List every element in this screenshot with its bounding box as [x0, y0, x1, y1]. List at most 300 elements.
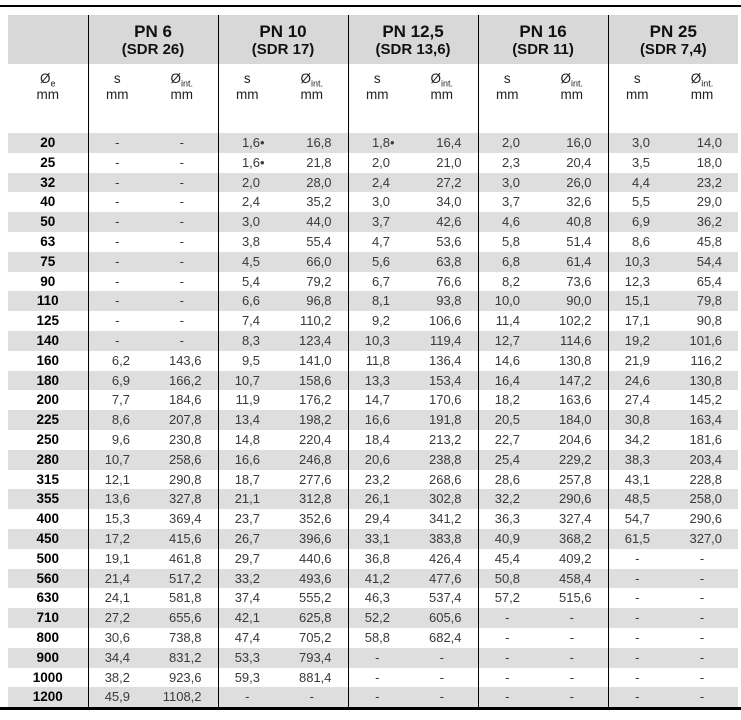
cell-s: - [608, 549, 666, 569]
cell-int: 116,2 [690, 352, 723, 368]
cell-s: 45,4 [478, 549, 536, 569]
cell-int: 368,2 [536, 529, 608, 549]
cell-int: 352,6 [298, 511, 332, 527]
cell-int: 141,0 [298, 352, 332, 368]
cell-s: 34,2 [608, 430, 666, 450]
cell-s: - [608, 668, 666, 688]
cell-int: 45,8 [696, 233, 723, 249]
cell-s: - [88, 331, 146, 351]
cell-int: 123,4 [276, 331, 348, 351]
cell-s: 14,8 [218, 430, 276, 450]
table-row [8, 588, 738, 608]
table-row [8, 371, 738, 391]
col-header-s: s mm [88, 64, 146, 133]
cell-s: 3,5 [608, 153, 666, 173]
cell-s: - [218, 687, 276, 707]
col-header-s: s mm [348, 64, 406, 133]
cell-s: 11,9 [218, 390, 276, 410]
cell-s: - [348, 668, 406, 688]
cell-s: 22,7 [478, 430, 536, 450]
group-header-pn16 [478, 15, 608, 64]
table-row [8, 173, 738, 193]
row-axis-header: $Ø_e$ mm [8, 64, 88, 133]
row-label: 50 [8, 212, 88, 232]
cell-s: 25,4 [478, 450, 536, 470]
cell-int: 383,8 [406, 529, 478, 549]
cell-int: 220,4 [298, 431, 332, 447]
cell-s: 20,5 [478, 410, 536, 430]
cell-int: 327,8 [146, 489, 218, 509]
cell-s: 7,7 [88, 390, 146, 410]
cell-s: 12,3 [608, 272, 666, 292]
cell-s: 19,1 [88, 549, 146, 569]
cell-int: 76,6 [436, 273, 462, 289]
cell-s: - [608, 648, 666, 668]
table-row [8, 648, 738, 668]
cell-s: 16,6 [348, 410, 406, 430]
cell-s: - [608, 628, 666, 648]
pn-label: PN 6 [134, 21, 172, 41]
table-row [8, 153, 738, 173]
cell-int: 42,6 [406, 212, 478, 232]
cell-s: 4,6 [478, 212, 536, 232]
cell-int: 145,2 [689, 392, 723, 408]
row-label: 280 [8, 450, 88, 470]
cell-int: 158,6 [276, 371, 348, 391]
pn-label: PN 12,5 [382, 21, 444, 41]
cell-int: 136,4 [428, 352, 462, 368]
cell-int: 55,4 [306, 233, 332, 249]
cell-s: - [608, 569, 666, 589]
cell-s: 2,4 [348, 173, 406, 193]
cell-int: - [179, 154, 184, 170]
cell-s: 26,7 [218, 529, 276, 549]
cell-s: 40,9 [478, 529, 536, 549]
cell-int: 409,2 [558, 550, 592, 566]
cell-int: 90,0 [536, 291, 608, 311]
cell-s: 16,4 [478, 371, 536, 391]
row-label: 40 [40, 194, 56, 210]
cell-int: 655,6 [146, 608, 218, 628]
cell-s: 45,9 [88, 687, 146, 707]
row-label: 710 [8, 608, 88, 628]
cell-s: 9,2 [348, 311, 406, 331]
col-header-s: s mm [478, 64, 536, 133]
row-label: 250 [36, 431, 60, 447]
cell-s: 48,5 [608, 489, 666, 509]
cell-s: - [88, 212, 146, 232]
cell-int: - [146, 331, 218, 351]
cell-int: 32,6 [566, 194, 592, 210]
cell-s: 18,7 [218, 470, 276, 490]
cell-int: 176,2 [298, 392, 332, 408]
table-row [8, 628, 738, 648]
cell-s: 21,9 [608, 351, 666, 371]
cell-int: 440,6 [298, 550, 332, 566]
cell-int: 204,6 [558, 431, 592, 447]
cell-s: 26,1 [348, 489, 406, 509]
cell-int: 881,4 [298, 669, 332, 685]
cell-int: - [179, 233, 184, 249]
cell-s: 11,8 [348, 351, 406, 371]
cell-int: - [699, 590, 705, 606]
row-label: 200 [36, 392, 60, 408]
cell-int: - [179, 313, 184, 329]
pn-label: PN 25 [649, 21, 697, 41]
cell-int: - [406, 687, 478, 707]
cell-s: 5,6 [348, 252, 406, 272]
cell-int: 163,4 [666, 410, 738, 430]
cell-int: 705,2 [298, 629, 332, 645]
cell-s: 8,1 [348, 291, 406, 311]
cell-int: 396,6 [276, 529, 348, 549]
cell-s: 6,6 [218, 291, 276, 311]
cell-int: - [146, 291, 218, 311]
cell-s: 3,0 [478, 173, 536, 193]
table-row [8, 410, 738, 430]
cell-int: - [146, 252, 218, 272]
cell-s: 6,8 [478, 252, 536, 272]
cell-s: 17,2 [88, 529, 146, 549]
cell-s: 8,6 [608, 232, 666, 252]
sub-header-row [8, 64, 738, 133]
cell-int: - [146, 212, 218, 232]
cell-s: 3,7 [348, 212, 406, 232]
cell-int: 16,4 [406, 133, 478, 153]
cell-int: 203,4 [666, 450, 738, 470]
cell-s: 30,6 [88, 628, 146, 648]
cell-s: - [608, 687, 666, 707]
cell-s: 8,6 [88, 410, 146, 430]
cell-s: 14,7 [348, 390, 406, 410]
cell-int: 65,4 [696, 273, 723, 289]
cell-int: 20,4 [566, 154, 592, 170]
table-row [8, 430, 738, 450]
cell-s: - [88, 291, 146, 311]
pipe-dimensions-table [8, 15, 738, 707]
cell-s: 2,0 [218, 173, 276, 193]
cell-s: 37,4 [218, 588, 276, 608]
cell-int: 228,8 [689, 471, 723, 487]
cell-int: 79,2 [306, 273, 332, 289]
cell-int: 246,8 [276, 450, 348, 470]
cell-int: 21,0 [436, 154, 462, 170]
cell-s: 6,9 [608, 212, 666, 232]
cell-s: 58,8 [348, 628, 406, 648]
cell-int: 258,0 [666, 489, 738, 509]
cell-int: - [699, 629, 705, 645]
cell-int: 28,0 [276, 173, 348, 193]
cell-int: 230,8 [168, 431, 202, 447]
row-label: 160 [36, 352, 60, 368]
row-label: 355 [8, 489, 88, 509]
cell-s: 3,0 [608, 133, 666, 153]
table-row [8, 351, 738, 371]
cell-int: 14,0 [666, 133, 738, 153]
cell-int: 257,8 [558, 471, 592, 487]
cell-s: - [88, 173, 146, 193]
table-row [8, 311, 738, 331]
table-row [8, 569, 738, 589]
cell-int: 26,0 [536, 173, 608, 193]
cell-int: 1108,2 [146, 687, 218, 707]
cell-int: 93,8 [406, 291, 478, 311]
cell-s: - [88, 311, 146, 331]
cell-int: 290,6 [689, 511, 723, 527]
cell-int: 258,6 [146, 450, 218, 470]
row-label: 180 [8, 371, 88, 391]
cell-int: 34,0 [436, 194, 462, 210]
row-label: 900 [8, 648, 88, 668]
cell-int: 51,4 [566, 233, 592, 249]
table-row [8, 450, 738, 470]
cell-s: 20,6 [348, 450, 406, 470]
cell-int: 23,2 [666, 173, 738, 193]
cell-s: 18,4 [348, 430, 406, 450]
cell-int: 184,0 [536, 410, 608, 430]
group-header-pn10 [218, 15, 348, 64]
cell-s: 41,2 [348, 569, 406, 589]
cell-int: 458,4 [536, 569, 608, 589]
cell-s: 6,7 [348, 272, 406, 292]
cell-s: 11,4 [478, 311, 536, 331]
cell-int: 461,8 [168, 550, 202, 566]
cell-s: - [608, 588, 666, 608]
row-label: 500 [36, 550, 60, 566]
cell-s: 23,2 [348, 470, 406, 490]
cell-int: 53,6 [436, 233, 462, 249]
cell-int: 517,2 [146, 569, 218, 589]
row-label: 400 [36, 511, 60, 527]
cell-int: - [569, 669, 574, 685]
cell-s: 34,4 [88, 648, 146, 668]
row-label: 75 [8, 252, 88, 272]
cell-int: 101,6 [666, 331, 738, 351]
cell-s: - [608, 608, 666, 628]
cell-s: - [348, 687, 406, 707]
cell-int: 229,2 [536, 450, 608, 470]
cell-int: - [276, 687, 348, 707]
cell-int: - [666, 687, 738, 707]
table-row [8, 390, 738, 410]
cell-int: 682,4 [428, 629, 462, 645]
cell-int: 290,6 [536, 489, 608, 509]
cell-int: - [536, 608, 608, 628]
cell-int: 90,8 [696, 313, 723, 329]
bottom-rule [0, 707, 741, 710]
cell-int: 18,0 [696, 154, 723, 170]
cell-s: - [88, 232, 146, 252]
cell-s: 18,2 [478, 390, 536, 410]
cell-s: 16,6 [218, 450, 276, 470]
cell-s: 10,7 [88, 450, 146, 470]
cell-s: 9,5 [218, 351, 276, 371]
row-label: 32 [8, 173, 88, 193]
cell-s: - [88, 153, 146, 173]
cell-int: 27,2 [406, 173, 478, 193]
cell-s: 36,3 [478, 509, 536, 529]
row-label: 90 [40, 273, 56, 289]
row-label: 140 [8, 331, 88, 351]
cell-int: 66,0 [276, 252, 348, 272]
cell-int: 793,4 [276, 648, 348, 668]
cell-s: 47,4 [218, 628, 276, 648]
cell-int: 477,6 [406, 569, 478, 589]
table-body [8, 133, 738, 707]
cell-s: 24,1 [88, 588, 146, 608]
cell-s: 1,8• [348, 133, 406, 153]
cell-s: 8,2 [478, 272, 536, 292]
table-row [8, 133, 738, 153]
cell-int: 515,6 [558, 590, 592, 606]
cell-s: 42,1 [218, 608, 276, 628]
cell-s: 50,8 [478, 569, 536, 589]
pn-label: PN 10 [259, 21, 307, 41]
cell-int: 102,2 [558, 313, 592, 329]
cell-s: 28,6 [478, 470, 536, 490]
cell-int: 96,8 [276, 291, 348, 311]
row-label: 315 [36, 471, 60, 487]
cell-s: 29,7 [218, 549, 276, 569]
cell-s: 12,1 [88, 470, 146, 490]
cell-s: 15,3 [88, 509, 146, 529]
corner-cell [8, 15, 88, 64]
cell-s: 3,0 [218, 212, 276, 232]
sdr-label: (SDR 17) [251, 40, 315, 58]
cell-int: 198,2 [276, 410, 348, 430]
cell-int: 277,6 [298, 471, 332, 487]
cell-s: 4,7 [348, 232, 406, 252]
row-label: 1200 [8, 687, 88, 707]
cell-int: 147,2 [536, 371, 608, 391]
cell-s: 4,5 [218, 252, 276, 272]
row-label: 1000 [32, 669, 63, 685]
cell-s: 21,1 [218, 489, 276, 509]
col-header-int: $Ø_{int.}$ mm [666, 64, 738, 133]
cell-s: 54,7 [608, 509, 666, 529]
cell-s: 2,0 [348, 153, 406, 173]
cell-int: 130,8 [558, 352, 592, 368]
table-row [8, 232, 738, 252]
cell-int: 831,2 [146, 648, 218, 668]
table-row [8, 608, 738, 628]
cell-s: 5,8 [478, 232, 536, 252]
cell-int: 302,8 [406, 489, 478, 509]
row-label: 800 [36, 629, 60, 645]
table-row [8, 687, 738, 707]
col-header-int: $Ø_{int.}$ mm [406, 64, 478, 133]
cell-s: 12,7 [478, 331, 536, 351]
cell-int: 184,6 [168, 392, 202, 408]
sdr-label: (SDR 7,4) [639, 40, 707, 58]
cell-int: 605,6 [406, 608, 478, 628]
cell-s: - [88, 252, 146, 272]
row-label: 225 [8, 410, 88, 430]
cell-int: 79,8 [666, 291, 738, 311]
cell-int: 290,8 [168, 471, 202, 487]
table-row [8, 509, 738, 529]
cell-s: 10,0 [478, 291, 536, 311]
cell-s: 10,3 [608, 252, 666, 272]
cell-int: 207,8 [146, 410, 218, 430]
cell-s: 57,2 [478, 588, 536, 608]
cell-s: 27,4 [608, 390, 666, 410]
cell-int: 63,8 [406, 252, 478, 272]
cell-s: 29,4 [348, 509, 406, 529]
cell-int: 35,2 [306, 194, 332, 210]
cell-int: 110,2 [299, 313, 332, 329]
cell-int: 191,8 [406, 410, 478, 430]
cell-s: 6,2 [88, 351, 146, 371]
cell-int: 44,0 [276, 212, 348, 232]
cell-int: 29,0 [696, 194, 723, 210]
cell-s: 3,7 [478, 192, 536, 212]
cell-int: 73,6 [566, 273, 592, 289]
table-row [8, 489, 738, 509]
cell-int: - [536, 687, 608, 707]
table-row [8, 331, 738, 351]
cell-int: 415,6 [146, 529, 218, 549]
col-header-int: $Ø_{int.}$ mm [146, 64, 218, 133]
cell-s: 1,6• [218, 133, 276, 153]
cell-s: 59,3 [218, 668, 276, 688]
cell-s: 19,2 [608, 331, 666, 351]
cell-int: 238,8 [406, 450, 478, 470]
cell-s: - [88, 133, 146, 153]
cell-int: 738,8 [168, 629, 202, 645]
cell-int: 341,2 [428, 511, 462, 527]
cell-int: 493,6 [276, 569, 348, 589]
table-row [8, 192, 738, 212]
cell-int: 312,8 [276, 489, 348, 509]
table-row [8, 668, 738, 688]
cell-int: 426,4 [428, 550, 462, 566]
cell-int: 114,6 [536, 331, 608, 351]
pn-header-row [8, 15, 738, 64]
cell-int: 36,2 [666, 212, 738, 232]
table-row [8, 272, 738, 292]
cell-int: 537,4 [428, 590, 462, 606]
sdr-label: (SDR 13,6) [375, 40, 451, 58]
cell-int: 327,4 [558, 511, 592, 527]
cell-int: 213,2 [428, 431, 462, 447]
cell-s: - [478, 668, 536, 688]
cell-s: 30,8 [608, 410, 666, 430]
cell-int: - [699, 669, 705, 685]
row-label: 450 [8, 529, 88, 549]
cell-s: 2,4 [218, 192, 276, 212]
cell-s: 2,0 [478, 133, 536, 153]
cell-s: 17,1 [608, 311, 666, 331]
cell-int: - [146, 173, 218, 193]
cell-s: - [88, 272, 146, 292]
cell-int: 163,6 [558, 392, 592, 408]
cell-int: - [146, 133, 218, 153]
cell-s: 6,9 [88, 371, 146, 391]
cell-int: 581,8 [168, 590, 202, 606]
table-row [8, 529, 738, 549]
cell-s: 21,4 [88, 569, 146, 589]
cell-s: - [478, 608, 536, 628]
row-label: 110 [8, 291, 88, 311]
col-header-s: s mm [608, 64, 666, 133]
cell-s: 15,1 [608, 291, 666, 311]
cell-s: 33,2 [218, 569, 276, 589]
cell-s: 36,8 [348, 549, 406, 569]
cell-s: 14,6 [478, 351, 536, 371]
cell-s: 38,2 [88, 668, 146, 688]
cell-int: 54,4 [666, 252, 738, 272]
